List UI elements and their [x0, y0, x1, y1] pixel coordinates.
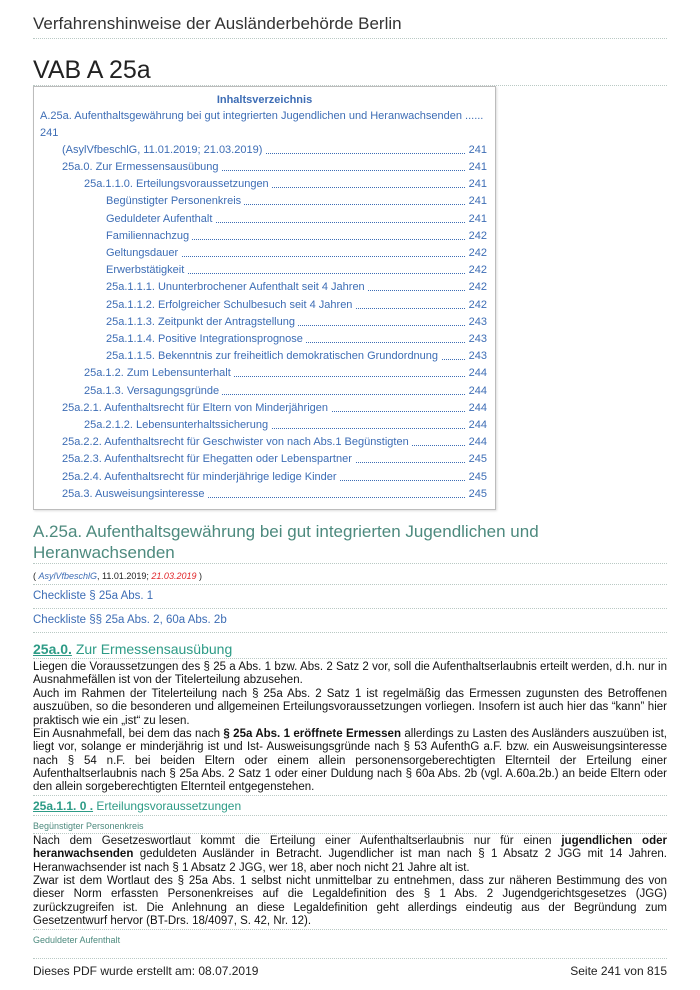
heading-text: Zur Ermessensausübung [71, 641, 233, 657]
toc-entry-text[interactable]: 25a.3. Ausweisungsinteresse [62, 488, 207, 500]
h2-rule [33, 658, 667, 659]
toc-entry-text[interactable]: A.25a. Aufenthaltsgewährung bei gut integrierten Jugendlichen und Heranwachsenden ...... [40, 110, 486, 122]
toc-entry-page[interactable]: 241 [466, 144, 487, 156]
toc-entry-text[interactable]: Familiennachzug [106, 230, 192, 242]
checklist-rule-1 [33, 608, 667, 609]
page-title: VAB A 25a [33, 56, 151, 84]
toc-entry[interactable] [34, 281, 487, 295]
paragraph-3 [33, 728, 667, 794]
toc-entry-page[interactable]: 241 [466, 213, 487, 225]
paragraph-4-c: geduldeten Ausländer in Betracht. Jugendlicher ist man nach § 1 Absatz 2 JGG mit 14 Jahren. Heranwachsender ist nach § 1 Absatz 2 JGG, wer 18, aber noch nicht 21 Jahre alt ist. [33, 848, 667, 874]
toc-entry-page[interactable]: 242 [466, 299, 487, 311]
toc-entry-page[interactable]: 242 [466, 264, 487, 276]
toc-entry[interactable] [34, 488, 487, 502]
running-header: Verfahrenshinweise der Ausländerbehörde Berlin [33, 14, 402, 33]
toc-entry-text[interactable]: Geduldeter Aufenthalt [106, 213, 215, 225]
toc-entry-text[interactable]: 25a.1.1.0. Erteilungsvoraussetzungen [84, 178, 272, 190]
toc-entry-text[interactable]: 25a.1.1.3. Zeitpunkt der Antragstellung [106, 316, 298, 328]
h3-number-link[interactable]: 25a.1.1. 0 . [33, 799, 94, 813]
toc-entry[interactable] [34, 299, 487, 313]
subheading-beguenstigter-personenkreis: Begünstigter Personenkreis [33, 821, 144, 831]
toc-entry[interactable] [34, 419, 487, 433]
toc-entry-text[interactable]: (AsylVfbeschlG, 11.01.2019; 21.03.2019) [62, 144, 265, 156]
toc-entry-page[interactable]: 243 [466, 350, 487, 362]
paragraph-3-c: allerdings zu Lasten des Ausländers auszuüben ist, liegt vor, solange er minderjährig ist und Ist- Ausweisungsgründe nach § 53 AufenthG a.F. bzw. ein Ausweisungsinteresse nach § 54 n.F. bei beiden Eltern oder einem allein personensorgeberechtigten Elternteil der Erteilung einer Aufenthaltserlaubnis nach § 25a Abs. 2 Satz 1 oder einer Duldung nach § 60a Abs. 2b (vgl. A.60a.2b.) an beide Eltern oder den allein sorgeberechtigten Elternteil entgegenstehen. [33, 728, 667, 794]
toc-entry-text[interactable]: 25a.2.1.2. Lebensunterhaltssicherung [84, 419, 271, 431]
footer-created-date: Dieses PDF wurde erstellt am: 08.07.2019 [33, 964, 259, 978]
paragraph-1: Liegen die Voraussetzungen des § 25 a Abs. 1 bzw. Abs. 2 Satz 2 vor, soll die Aufenthaltserlaubnis erteilt werden, d.h. nur in Ausnahmefällen ist von der Titelerteilung abzusehen. [33, 661, 667, 687]
toc-entry[interactable] [34, 161, 487, 175]
toc-entry-text[interactable]: 25a.2.4. Aufenthaltsrecht für minderjährige ledige Kinder [62, 471, 340, 483]
toc-entry-page[interactable]: 242 [466, 281, 487, 293]
source-reference [33, 571, 202, 581]
toc-entry-text[interactable]: 25a.0. Zur Ermessensausübung [62, 161, 222, 173]
section-rule [33, 563, 667, 564]
paragraph-2: Auch im Rahmen der Titelerteilung nach § 25a Abs. 2 Satz 1 ist regelmäßig das Ermessen zugunsten des Betroffenen auszuüben, so die besonderen und allgemeinen Erteilungsvoraussetzungen vorliegen. Insofern ist auch hier das “kann” hier praktisch wie ein „ist“ zu lesen. [33, 688, 667, 727]
checklist-link-abs1[interactable]: Checkliste § 25a Abs. 1 [33, 590, 154, 602]
paragraph-3-bold: § 25a Abs. 1 eröffnete Ermessen [223, 728, 401, 740]
heading-ermessensausuebung [33, 641, 232, 657]
toc-entry[interactable] [34, 110, 487, 124]
toc-entry[interactable] [34, 453, 487, 467]
checklist-rule-2 [33, 632, 667, 633]
toc-entry-page[interactable]: 241 [466, 178, 487, 190]
toc-entry-text[interactable]: 25a.1.2. Zum Lebensunterhalt [84, 367, 234, 379]
toc-entry-text[interactable]: 25a.1.1.4. Positive Integrationsprognose [106, 333, 306, 345]
toc-entry-page[interactable]: 244 [466, 385, 487, 397]
toc-entry[interactable] [34, 471, 487, 485]
toc-entry-page[interactable]: 243 [466, 333, 487, 345]
toc-entry[interactable] [34, 230, 487, 244]
toc-entry-page[interactable]: 244 [466, 436, 487, 448]
toc-entry[interactable] [34, 178, 487, 192]
paragraph-3-a: Ein Ausnahmefall, bei dem das nach [33, 728, 224, 740]
toc-heading: Inhaltsverzeichnis [216, 94, 313, 106]
toc-entry[interactable] [34, 316, 487, 330]
toc-entry-text[interactable]: 25a.2.2. Aufenthaltsrecht für Geschwister von nach Abs.1 Begünstigten [62, 436, 412, 448]
toc-entry-page[interactable]: 242 [466, 247, 487, 259]
toc-entry[interactable] [34, 195, 487, 209]
toc-entry-page[interactable]: 243 [466, 316, 487, 328]
toc-entry-page[interactable]: 241 [466, 161, 487, 173]
source-date: , 11.01.2019; [97, 571, 152, 581]
table-of-contents [33, 86, 496, 510]
toc-entry[interactable] [34, 402, 487, 416]
p5-rule [33, 929, 667, 930]
toc-entry-page[interactable]: 244 [466, 367, 487, 379]
toc-entry-text[interactable]: Erwerbstätigkeit [106, 264, 187, 276]
toc-entry[interactable] [34, 247, 487, 261]
toc-entry-page[interactable]: 242 [466, 230, 487, 242]
toc-entry[interactable] [34, 333, 487, 347]
toc-entry[interactable] [34, 350, 487, 364]
toc-entry-text[interactable]: 25a.2.1. Aufenthaltsrecht für Eltern von Minderjährigen [62, 402, 331, 414]
header-rule [33, 38, 667, 39]
toc-entry-page[interactable]: 244 [466, 402, 487, 414]
toc-entry-text[interactable]: 25a.1.3. Versagungsgründe [84, 385, 222, 397]
toc-entry[interactable] [34, 367, 487, 381]
toc-entry-text[interactable]: 25a.2.3. Aufenthaltsrecht für Ehegatten oder Lebenspartner [62, 453, 355, 465]
h3-text: Erteilungsvoraussetzungen [93, 799, 242, 813]
toc-entry-text[interactable]: 25a.1.1.5. Bekenntnis zur freiheitlich demokratischen Grundordnung [106, 350, 441, 362]
h4a-rule [33, 833, 667, 834]
toc-entry-text[interactable]: 241 [40, 127, 61, 139]
paragraph-4-bold: jugendlichen oder heranwachsenden [33, 835, 667, 861]
heading-erteilungsvoraussetzungen [33, 799, 241, 813]
source-open: ( [33, 571, 39, 581]
section-title: A.25a. Aufenthaltsgewährung bei gut integrierten Jugendlichen und Heranwachsenden [33, 522, 539, 562]
toc-entry[interactable] [34, 436, 487, 450]
toc-entry-page[interactable]: 241 [466, 195, 487, 207]
toc-entry[interactable] [34, 144, 487, 158]
toc-entry[interactable] [34, 385, 487, 399]
source-red-date[interactable]: 21.03.2019 [151, 571, 197, 581]
paragraph-4 [33, 835, 667, 875]
toc-entry-page[interactable]: 245 [466, 471, 487, 483]
toc-entry-page[interactable]: 245 [466, 453, 487, 465]
toc-entry[interactable] [34, 264, 487, 278]
toc-entry-text[interactable]: Begünstigter Personenkreis [106, 195, 244, 207]
footer-page-number: Seite 241 von 815 [570, 964, 667, 978]
toc-entry[interactable] [34, 127, 487, 141]
toc-entry-text[interactable]: 25a.1.1.1. Ununterbrochener Aufenthalt seit 4 Jahren [106, 281, 368, 293]
checklist-link-abs2[interactable]: Checkliste §§ 25a Abs. 2, 60a Abs. 2b [33, 614, 227, 626]
source-link[interactable]: AsylVfbeschlG [38, 571, 98, 581]
toc-entry-page[interactable]: 245 [466, 488, 487, 500]
subheading-geduldeter-aufenthalt: Geduldeter Aufenthalt [33, 935, 121, 945]
toc-entry-text[interactable]: Geltungsdauer [106, 247, 181, 259]
source-rule [33, 584, 667, 585]
footer-rule [33, 958, 667, 959]
p3-rule [33, 795, 667, 796]
source-close: ) [196, 571, 202, 581]
toc-entry-page[interactable]: 244 [466, 419, 487, 431]
h3-rule [33, 815, 667, 816]
paragraph-4-a: Nach dem Gesetzeswortlaut kommt die Erteilung einer Aufenthaltserlaubnis nur für einen [33, 835, 562, 847]
toc-entry[interactable] [34, 213, 487, 227]
paragraph-5: Zwar ist dem Wortlaut des § 25a Abs. 1 selbst nicht unmittelbar zu entnehmen, dass zur näheren Bestimmung des von dieser Norm erfassten Personenkreises auf die Legaldefinition des § 1 Abs. 2 Jugendgerichtsgesetzes (JGG) zurückzugreifen ist. Die Anlehnung an diese Legaldefinition geht allerdings eindeutig aus der Begründung zum Gesetzentwurf hervor (BT-Drs. 18/4097, S. 42, Nr. 12). [33, 875, 667, 927]
heading-number-link[interactable]: 25a.0. [33, 641, 72, 657]
toc-entry-text[interactable]: 25a.1.1.2. Erfolgreicher Schulbesuch seit 4 Jahren [106, 299, 355, 311]
